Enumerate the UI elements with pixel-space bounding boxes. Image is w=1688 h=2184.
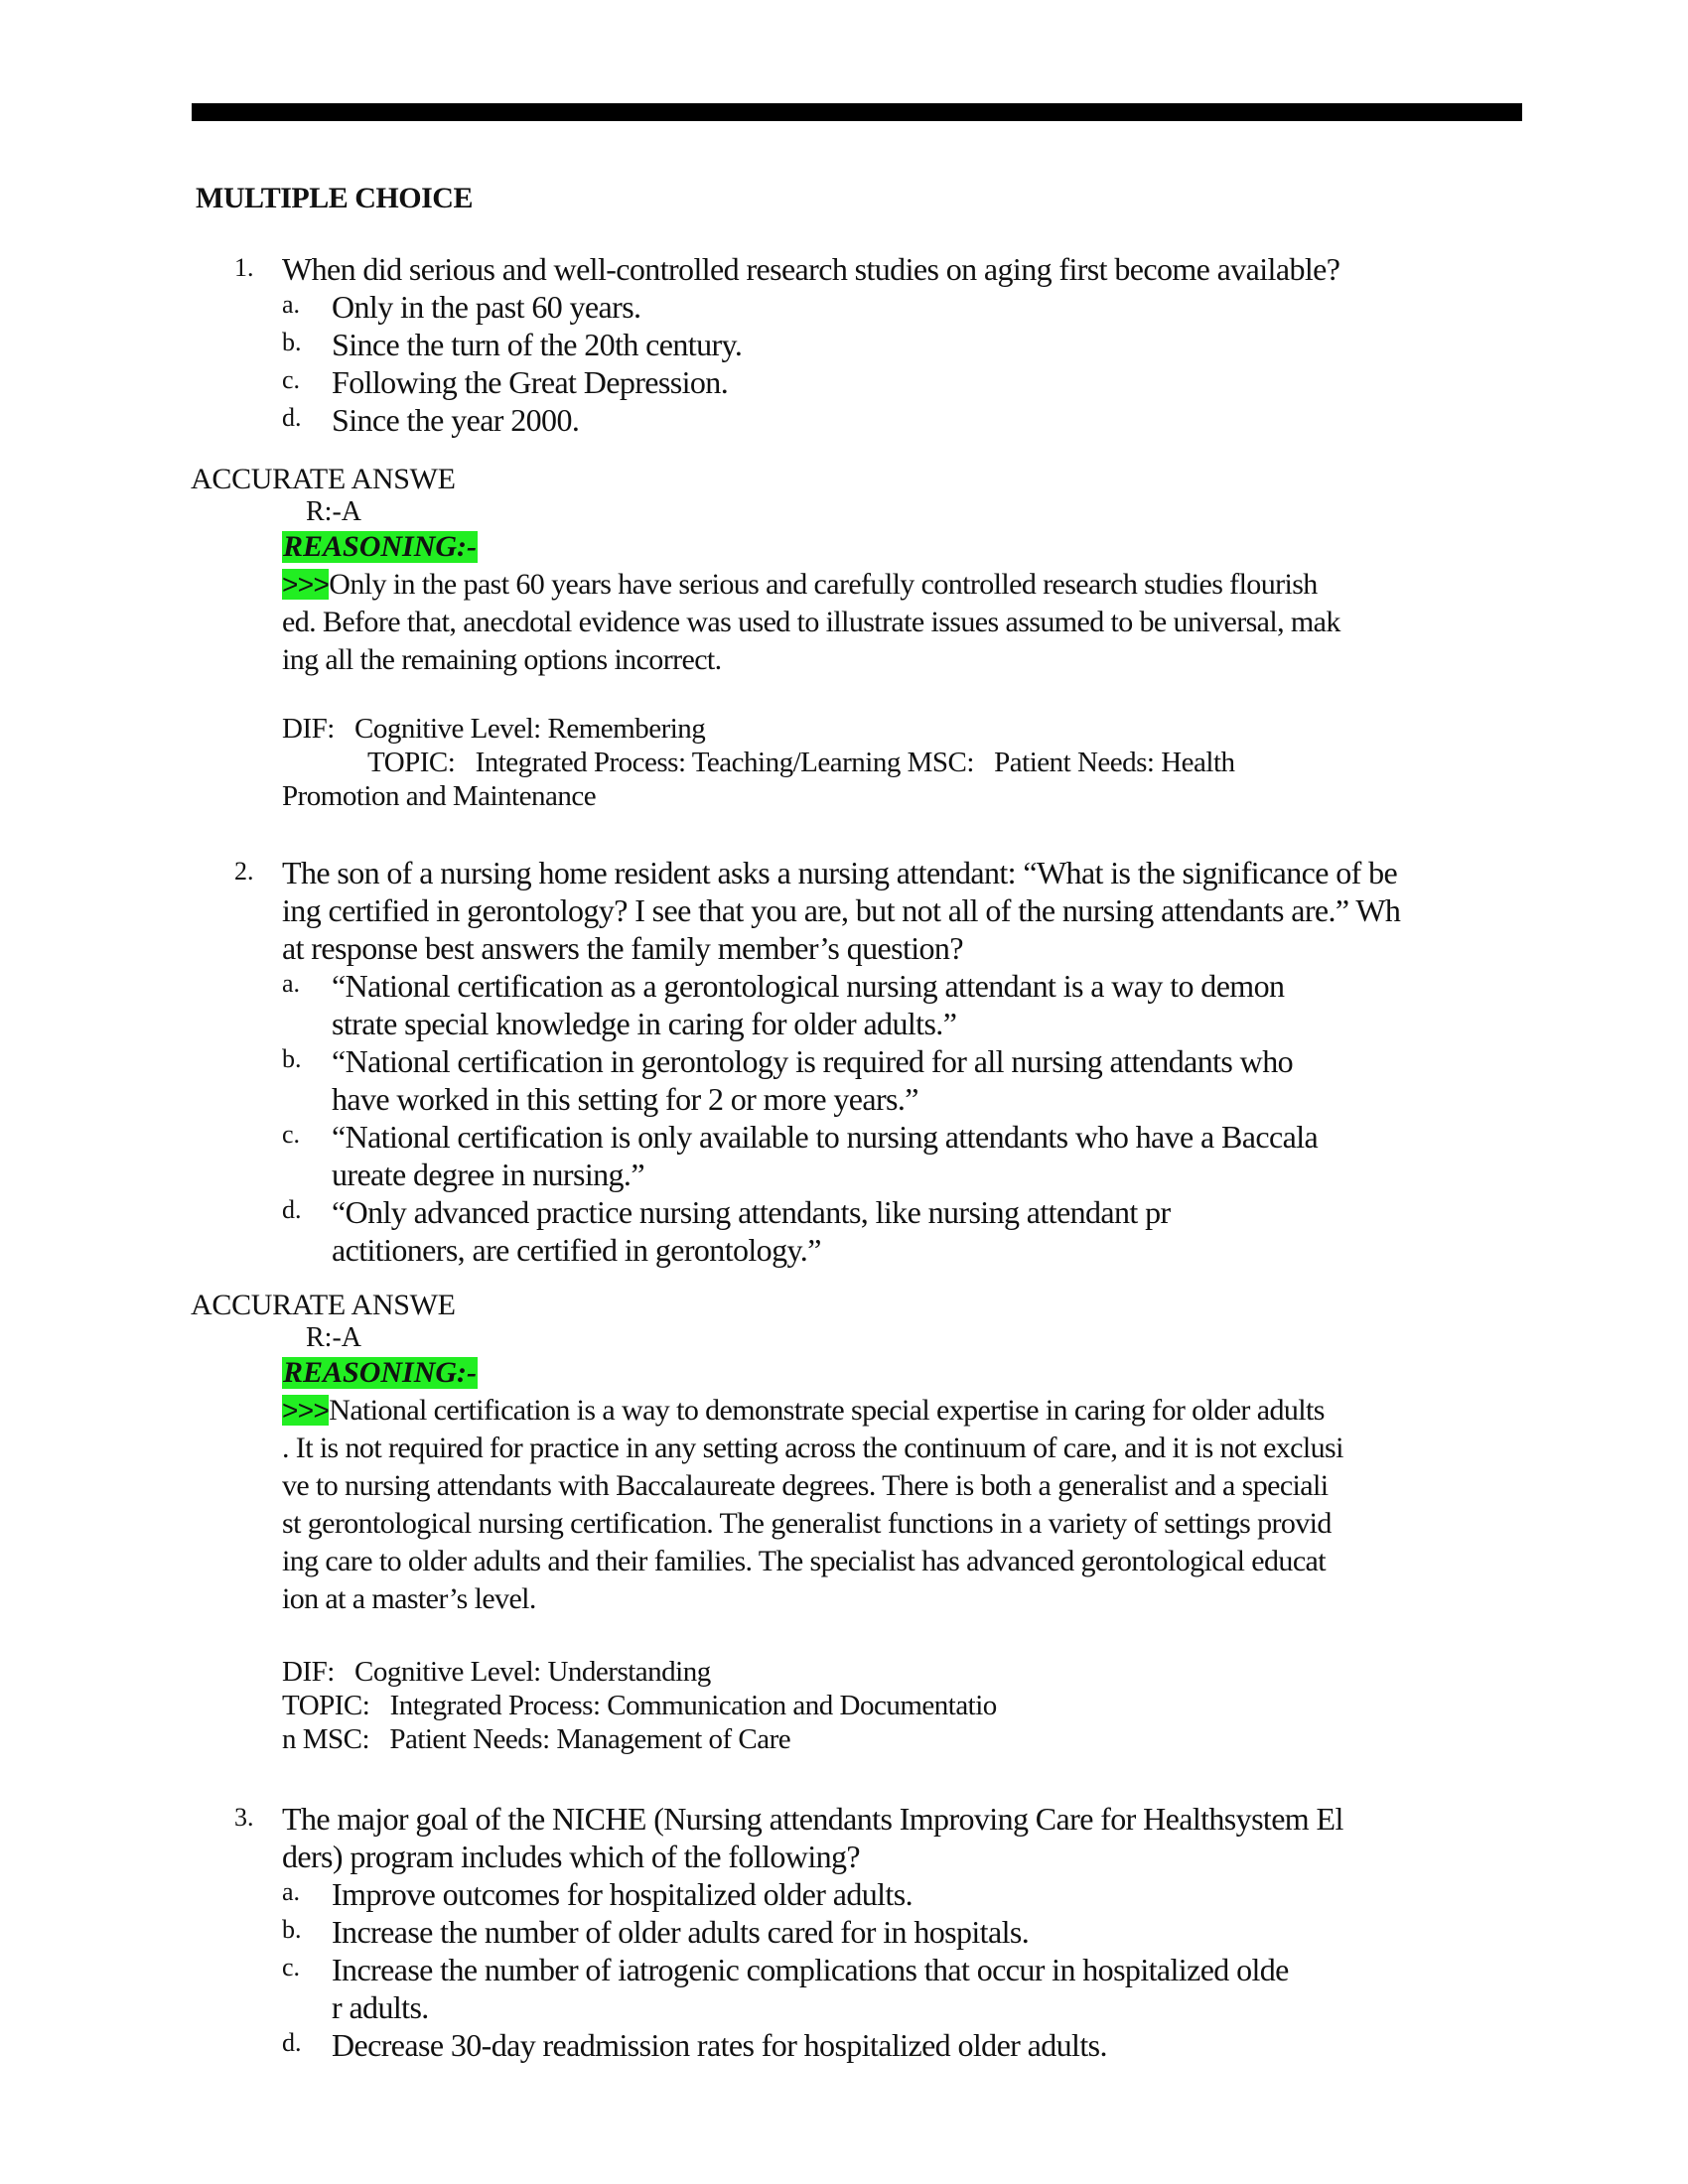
option-letter: d. [282,2028,302,2057]
option-text: “National certification in gerontology is required for all nursing attendants who have worked in this setting for 2 or more years.” [332,1043,1293,1117]
explanation-text: Only in the past 60 years have serious and carefully controlled research studies flourish ed. Before that, anecdotal evidence was used to illustrate issues assumed to be universal, mak ing all the remaining options incorrect. [282,568,1340,676]
question-number: 1. [234,253,254,282]
explanation [282,566,1523,679]
meta-topic: TOPIC: Integrated Process: Teaching/Learning MSC: Patient Needs: Health [367,747,1235,778]
option-letter: d. [282,1195,302,1224]
meta-msc: n MSC: Patient Needs: Management of Care [282,1723,791,1755]
meta-topic: TOPIC: Integrated Process: Communication and Documentatio [282,1690,997,1721]
option-letter: c. [282,1953,301,1981]
option-text: Improve outcomes for hospitalized older adults. [332,1876,913,1912]
question-text: The son of a nursing home resident asks a nursing attendant: “What is the significance of be ing certified in gerontology? I see that you are, but not all of the nursing attendants are.” Wh at response best answers the family member’s question? [282,855,1401,966]
section-heading: MULTIPLE CHOICE [196,182,473,214]
option-text: “Only advanced practice nursing attendants, like nursing attendant pr actitioners, are certified in gerontology.” [332,1194,1171,1268]
meta-difficulty: DIF: Cognitive Level: Remembering [282,713,706,745]
explanation-arrows: >>> [282,569,330,600]
option-letter: d. [282,403,302,432]
option-letter: a. [282,969,301,998]
question-text: When did serious and well-controlled research studies on aging first become available? [282,251,1340,287]
meta-difficulty: DIF: Cognitive Level: Understanding [282,1656,711,1688]
answer-value: R:-A [306,1322,361,1353]
answer-value: R:-A [306,496,361,527]
header-rule [192,103,1522,121]
option-letter: c. [282,1120,301,1149]
reasoning-label: REASONING:- [283,1356,478,1389]
option-text: Decrease 30-day readmission rates for hospitalized older adults. [332,2027,1107,2063]
meta-topic-continued: Promotion and Maintenance [282,780,597,812]
option-text: Since the year 2000. [332,402,580,438]
option-letter: a. [282,1877,301,1906]
option-letter: b. [282,1915,302,1944]
reasoning-label: REASONING:- [283,530,478,563]
option-letter: c. [282,365,301,394]
explanation-text: National certification is a way to demonstrate special expertise in caring for older adults . It is not required for practice in any setting across the continuum of care, and it is not exclusi ve to nursing attendants with Baccalaureate degrees. There is both a generalist and a speciali st gerontological nursing certification. The generalist functions in a variety of settings provid ing care to older adults and their families. The specialist has advanced gerontological educat ion at a master’s level. [282,1394,1343,1615]
question-number: 2. [234,857,254,886]
answer-label: ACCURATE ANSWE [191,1289,456,1321]
option-text: Following the Great Depression. [332,364,729,400]
option-letter: b. [282,1044,302,1073]
question-number: 3. [234,1803,254,1832]
answer-label: ACCURATE ANSWE [191,463,456,495]
explanation-arrows: >>> [282,1395,330,1426]
option-text: “National certification as a gerontological nursing attendant is a way to demon strate special knowledge in caring for older adults.” [332,968,1285,1041]
option-letter: a. [282,290,301,319]
option-text: Only in the past 60 years. [332,289,641,325]
option-letter: b. [282,328,302,356]
option-text: Increase the number of older adults cared for in hospitals. [332,1914,1030,1950]
option-text: Since the turn of the 20th century. [332,327,743,362]
option-text: Increase the number of iatrogenic complications that occur in hospitalized olde r adults. [332,1952,1289,2025]
explanation [282,1392,1523,1618]
option-text: “National certification is only available to nursing attendants who have a Baccala ureate degree in nursing.” [332,1119,1319,1192]
question-text: The major goal of the NICHE (Nursing attendants Improving Care for Healthsystem El ders) program includes which of the following? [282,1801,1343,1874]
